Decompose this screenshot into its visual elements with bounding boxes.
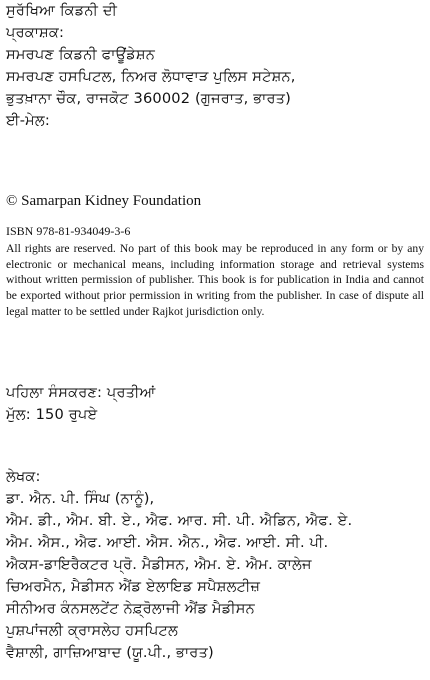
author-role-2: ਚਿਅਰਮੈਨ, ਮੈਡੀਸਨ ਐਂਡ ਏਲਾਇਡ ਸਪੈਸ਼ਲਟੀਜ਼ <box>6 578 261 595</box>
publisher-label: ਪ੍ਰਕਾਸ਼ਕ: <box>6 24 65 41</box>
publisher-name: ਸਮਰਪਣ ਕਿਡਨੀ ਫਾਊਂਡੇਸ਼ਨ <box>6 46 156 63</box>
author-degrees-1: ਐਮ. ਡੀ., ਐਮ. ਬੀ. ਏ., ਐਫ. ਆਰ. ਸੀ. ਪੀ. ਐਡਿਨ, ਐਫ. ਏ. <box>6 512 353 529</box>
author-role-3: ਸੀਨੀਅਰ ਕੰਨਸਲਟੇਂਟ ਨੇਫ਼੍ਰੋਲਾਜੀ ਐਂਡ ਮੈਡੀਸਨ <box>6 600 255 617</box>
email-label: ਈ-ਮੇਲ: <box>6 112 50 129</box>
author-hospital: ਪੁਸ਼ਪਾਂਜਲੀ ਕ੍ਰਾਸਲੇਹ ਹਸਪਿਟਲ <box>6 622 179 639</box>
author-label: ਲੇਖਕ: <box>6 468 41 485</box>
book-title: ਸੁਰੱਖਿਆ ਕਿਡਨੀ ਦੀ <box>6 2 118 19</box>
first-edition: ਪਹਿਲਾ ਸੰਸਕਰਣ: ਪ੍ਰਤੀਆਂ <box>6 384 156 401</box>
author-degrees-2: ਐਮ. ਐਸ., ਐਫ. ਆਈ. ਐਸ. ਐਨ., ਐਫ. ਆਈ. ਸੀ. ਪੀ. <box>6 534 329 551</box>
price: ਮੁੱਲ: 150 ਰੁਪਏ <box>6 406 98 423</box>
publisher-address-line-1: ਸਮਰਪਣ ਹਸਪਿਟਲ, ਨਿਅਰ ਲੋਧਾਵਾੜ ਪੁਲਿਸ ਸਟੇਸ਼ਨ, <box>6 68 296 85</box>
rights-statement: All rights are reserved. No part of this book may be reproduced in any form or by any electronic or mechanical means, including information storage and retrieval systems without written permission of publisher. This book is for publication in India and cannot be exported without prior permission in writing from the publisher. In case of dispute all legal matter to be settled under Rajkot jurisdiction only. <box>6 242 424 318</box>
author-name: ਡਾ. ਐਨ. ਪੀ. ਸਿੰਘ (ਨਾਨੂੰ), <box>6 490 155 507</box>
copyright-notice: © Samarpan Kidney Foundation <box>6 193 202 209</box>
isbn: ISBN 978-81-934049-3-6 <box>6 224 131 238</box>
publisher-address-line-2: ਭੁਤਖ਼ਾਨਾ ਚੌਕ, ਰਾਜਕੋਟ 360002 (ਗੁਜਰਾਤ, ਭਾਰਤ) <box>6 90 292 107</box>
author-place: ਵੈਸ਼ਾਲੀ, ਗਾਜ਼ਿਆਬਾਦ (ਯੂ.ਪੀ., ਭਾਰਤ) <box>6 644 214 661</box>
author-role-1: ਐਕਸ-ਡਾਇਰੈਕਟਰ ਪ੍ਰੋ. ਮੈਡੀਸਨ, ਐਮ. ਏ. ਐਮ. ਕਾਲੇਜ <box>6 556 312 573</box>
